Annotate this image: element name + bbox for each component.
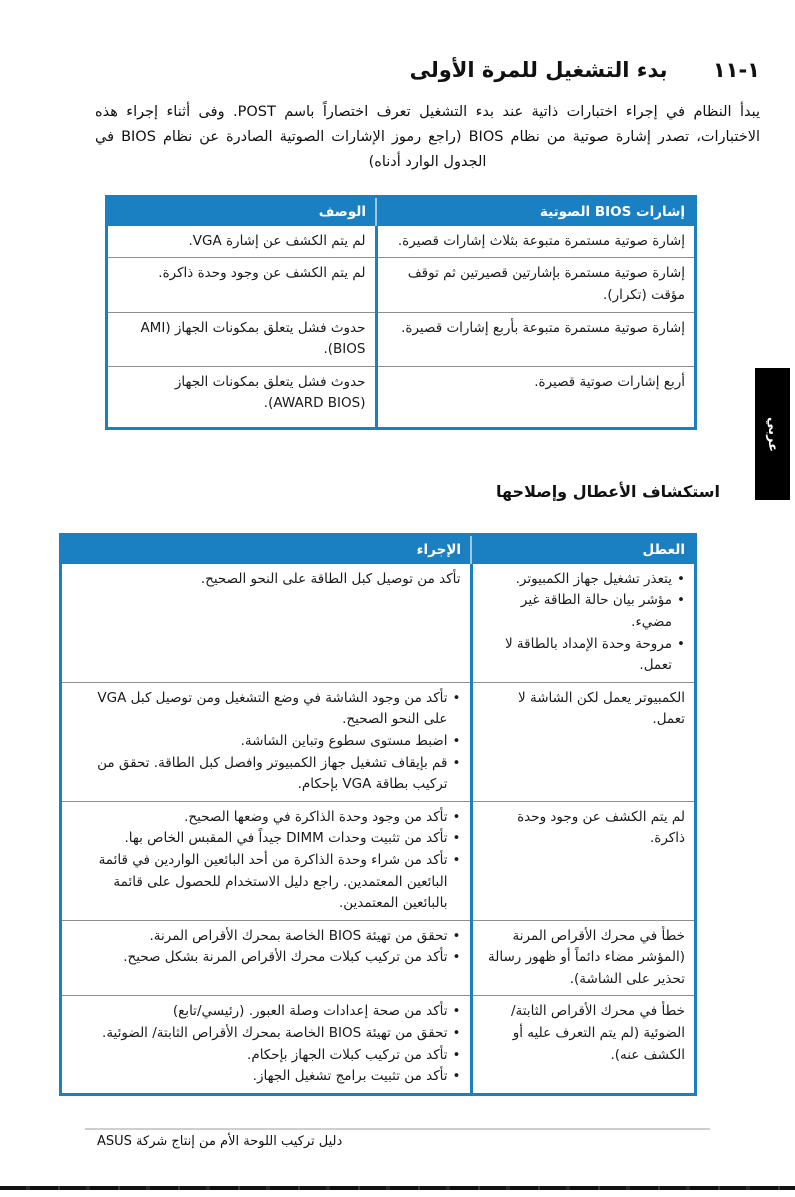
cell-text: تأكد من تركيب كبلات محرك الأقراص المرنة بشكل صحيح. xyxy=(123,949,448,966)
troubleshooting-heading: استكشاف الأعطال وإصلاحها xyxy=(495,481,720,501)
fault-action-cell xyxy=(61,801,472,920)
table-row xyxy=(61,996,696,1094)
cell-line xyxy=(71,569,461,591)
cell-text: تأكد من وجود الشاشة في وضع التشغيل ومن توصيل كبل VGA على النحو الصحيح. xyxy=(97,689,448,728)
cell-text: أربع إشارات صوتية قصيرة. xyxy=(534,373,685,390)
cell-line xyxy=(482,634,686,677)
cell-text: تأكد من شراء وحدة الذاكرة من أحد البائعين الواردين في قائمة البائعين المعتمدين. راجع دليل الاستخدام للحصول على قائمة بالبائعين المعتمدين. xyxy=(98,851,448,912)
bullet-icon: • xyxy=(677,635,685,652)
bullet-icon: • xyxy=(452,1003,461,1020)
fault-problem-cell xyxy=(471,920,696,996)
cell-text: مروحة وحدة الإمداد بالطاقة لا تعمل. xyxy=(504,635,672,674)
cell-line xyxy=(71,753,461,796)
intro-paragraph: يبدأ النظام في إجراء اختبارات ذاتية عند بدء التشغيل تعرف اختصاراً باسم POST. وفى أثناء إجراء هذه الاختبارات، تصدر إشارة صوتية من نظام BIOS (راجع رموز الإشارات الصوتية الصادرة عن نظام BIOS في الجدول الوارد أدناه) xyxy=(95,104,761,170)
cell-text: إشارة صوتية مستمرة بإشارتين قصيرتين ثم توقف مؤقت (تكرار). xyxy=(407,265,685,303)
fault-problem-cell xyxy=(471,564,696,682)
fault-action-cell xyxy=(61,920,472,996)
language-tab-label: عربي xyxy=(764,416,780,452)
bullet-icon: • xyxy=(452,689,461,706)
cell-text: مؤشر بيان حالة الطاقة غير مضيء. xyxy=(520,592,672,630)
fault-problem-cell xyxy=(471,682,696,801)
cell-text: تأكد من تثبيت برامج تشغيل الجهاز. xyxy=(252,1068,448,1085)
cell-text: خطأ في محرك الأقراص الثابتة/ الضوئية (لم يتم التعرف عليه أو الكشف عنه). xyxy=(510,1003,685,1063)
fault-problem-cell xyxy=(471,801,696,920)
beep-description-cell xyxy=(107,226,377,258)
bullet-icon: • xyxy=(452,1025,461,1042)
cell-line xyxy=(387,318,686,340)
cell-text: إشارة صوتية مستمرة متبوعة بثلاث إشارات قصيرة. xyxy=(397,232,685,249)
cell-text: الكمبيوتر يعمل لكن الشاشة لا تعمل. xyxy=(517,689,685,728)
bullet-icon: • xyxy=(452,927,461,944)
fault-problem-cell xyxy=(471,996,696,1094)
table-row xyxy=(61,682,696,801)
cell-line xyxy=(71,828,461,850)
troubleshooting-table-header xyxy=(61,534,696,564)
cell-text: تأكد من صحة إعدادات وصلة العبور. (رئيسي/تابع) xyxy=(172,1003,448,1020)
cell-line xyxy=(387,372,686,394)
cell-line xyxy=(117,263,366,285)
fault-header-action: الإجراء xyxy=(61,534,472,564)
cell-line xyxy=(71,1066,461,1088)
cell-line xyxy=(71,1023,461,1045)
scan-edge-artifact xyxy=(0,1186,795,1190)
cell-line xyxy=(387,231,686,253)
footer-text: دليل تركيب اللوحة الأم من إنتاج شركة ASUS xyxy=(97,1134,343,1149)
section-number: ١-١١ xyxy=(712,58,760,82)
cell-line xyxy=(482,926,686,991)
cell-text: تأكد من توصيل كبل الطاقة على النحو الصحيح. xyxy=(200,570,461,587)
cell-text: تأكد من وجود وحدة الذاكرة في وضعها الصحيح. xyxy=(184,808,448,825)
table-header-row xyxy=(107,196,696,226)
table-row xyxy=(107,258,696,312)
cell-text: تأكد من تركيب كبلات الجهاز بإحكام. xyxy=(247,1046,448,1063)
cell-line xyxy=(482,569,686,591)
cell-line xyxy=(482,807,686,850)
cell-text: حدوث فشل يتعلق بمكونات الجهاز (AMI BIOS). xyxy=(140,319,366,358)
beep-header-signal: إشارات BIOS الصوتية xyxy=(376,196,696,226)
cell-line xyxy=(482,688,686,731)
fault-action-cell xyxy=(61,682,472,801)
cell-text: اضبط مستوى سطوع وتباين الشاشة. xyxy=(240,732,448,749)
bios-beep-table-header xyxy=(107,196,696,226)
cell-text: تأكد من تثبيت وحدات DIMM جيداً في المقبس الخاص بها. xyxy=(124,830,448,847)
section-title-text: بدء التشغيل للمرة الأولى xyxy=(409,58,668,82)
cell-line xyxy=(482,590,686,633)
table-row xyxy=(107,366,696,428)
table-row xyxy=(107,226,696,258)
bullet-icon: • xyxy=(452,1068,461,1085)
cell-line xyxy=(387,263,686,306)
cell-line xyxy=(71,926,461,948)
footer-divider xyxy=(85,1128,710,1130)
cell-text: إشارة صوتية مستمرة متبوعة بأربع إشارات قصيرة. xyxy=(401,319,685,336)
bullet-icon: • xyxy=(452,851,461,868)
cell-line xyxy=(71,850,461,915)
cell-line xyxy=(117,231,366,253)
fault-action-cell xyxy=(61,996,472,1094)
bullet-icon: • xyxy=(452,754,461,771)
bullet-icon: • xyxy=(677,592,685,609)
cell-line xyxy=(71,731,461,753)
fault-header-problem: العطل xyxy=(471,534,696,564)
cell-line xyxy=(117,318,366,361)
beep-description-cell xyxy=(107,312,377,366)
cell-text: تحقق من تهيئة BIOS الخاصة بمحرك الأقراص المرنة. xyxy=(149,927,448,944)
cell-line xyxy=(482,1001,686,1066)
troubleshooting-table-body xyxy=(61,564,696,1095)
cell-line xyxy=(71,947,461,969)
cell-text: يتعذر تشغيل جهاز الكمبيوتر. xyxy=(515,570,672,587)
table-row xyxy=(107,312,696,366)
table-header-row xyxy=(61,534,696,564)
beep-header-description: الوصف xyxy=(107,196,377,226)
cell-line xyxy=(117,372,366,415)
cell-text: لم يتم الكشف عن وجود وحدة ذاكرة. xyxy=(517,808,685,847)
cell-text: تحقق من تهيئة BIOS الخاصة بمحرك الأقراص الثابتة/ الضوئية. xyxy=(102,1025,448,1042)
cell-line xyxy=(71,688,461,731)
beep-signal-cell xyxy=(376,366,696,428)
bios-beep-table xyxy=(105,195,697,430)
beep-description-cell xyxy=(107,258,377,312)
cell-line xyxy=(71,1001,461,1023)
beep-signal-cell xyxy=(376,226,696,258)
bullet-icon: • xyxy=(452,830,461,847)
cell-text: قم بإيقاف تشغيل جهاز الكمبيوتر وافصل كبل الطاقة. تحقق من تركيب بطاقة VGA بإحكام. xyxy=(97,754,448,793)
table-row xyxy=(61,564,696,682)
bullet-icon: • xyxy=(677,570,685,587)
beep-signal-cell xyxy=(376,258,696,312)
cell-line xyxy=(71,1045,461,1067)
fault-action-cell xyxy=(61,564,472,682)
cell-line xyxy=(71,807,461,829)
beep-signal-cell xyxy=(376,312,696,366)
cell-text: لم يتم الكشف عن وجود وحدة ذاكرة. xyxy=(158,265,366,282)
cell-text: لم يتم الكشف عن إشارة VGA. xyxy=(188,232,366,249)
cell-text: حدوث فشل يتعلق بمكونات الجهاز (AWARD BIOS). xyxy=(174,373,366,412)
language-tab xyxy=(755,368,790,500)
page-title xyxy=(35,58,760,82)
table-row xyxy=(61,801,696,920)
table-row xyxy=(61,920,696,996)
bullet-icon: • xyxy=(452,732,461,749)
bios-beep-table-body xyxy=(107,226,696,428)
bullet-icon: • xyxy=(452,949,461,966)
bullet-icon: • xyxy=(452,1046,461,1063)
bullet-icon: • xyxy=(452,808,461,825)
beep-description-cell xyxy=(107,366,377,428)
cell-text: خطأ في محرك الأقراص المرنة (المؤشر مضاء دائماً أو ظهور رسالة تحذير على الشاشة). xyxy=(488,927,685,987)
troubleshooting-table xyxy=(59,533,697,1096)
